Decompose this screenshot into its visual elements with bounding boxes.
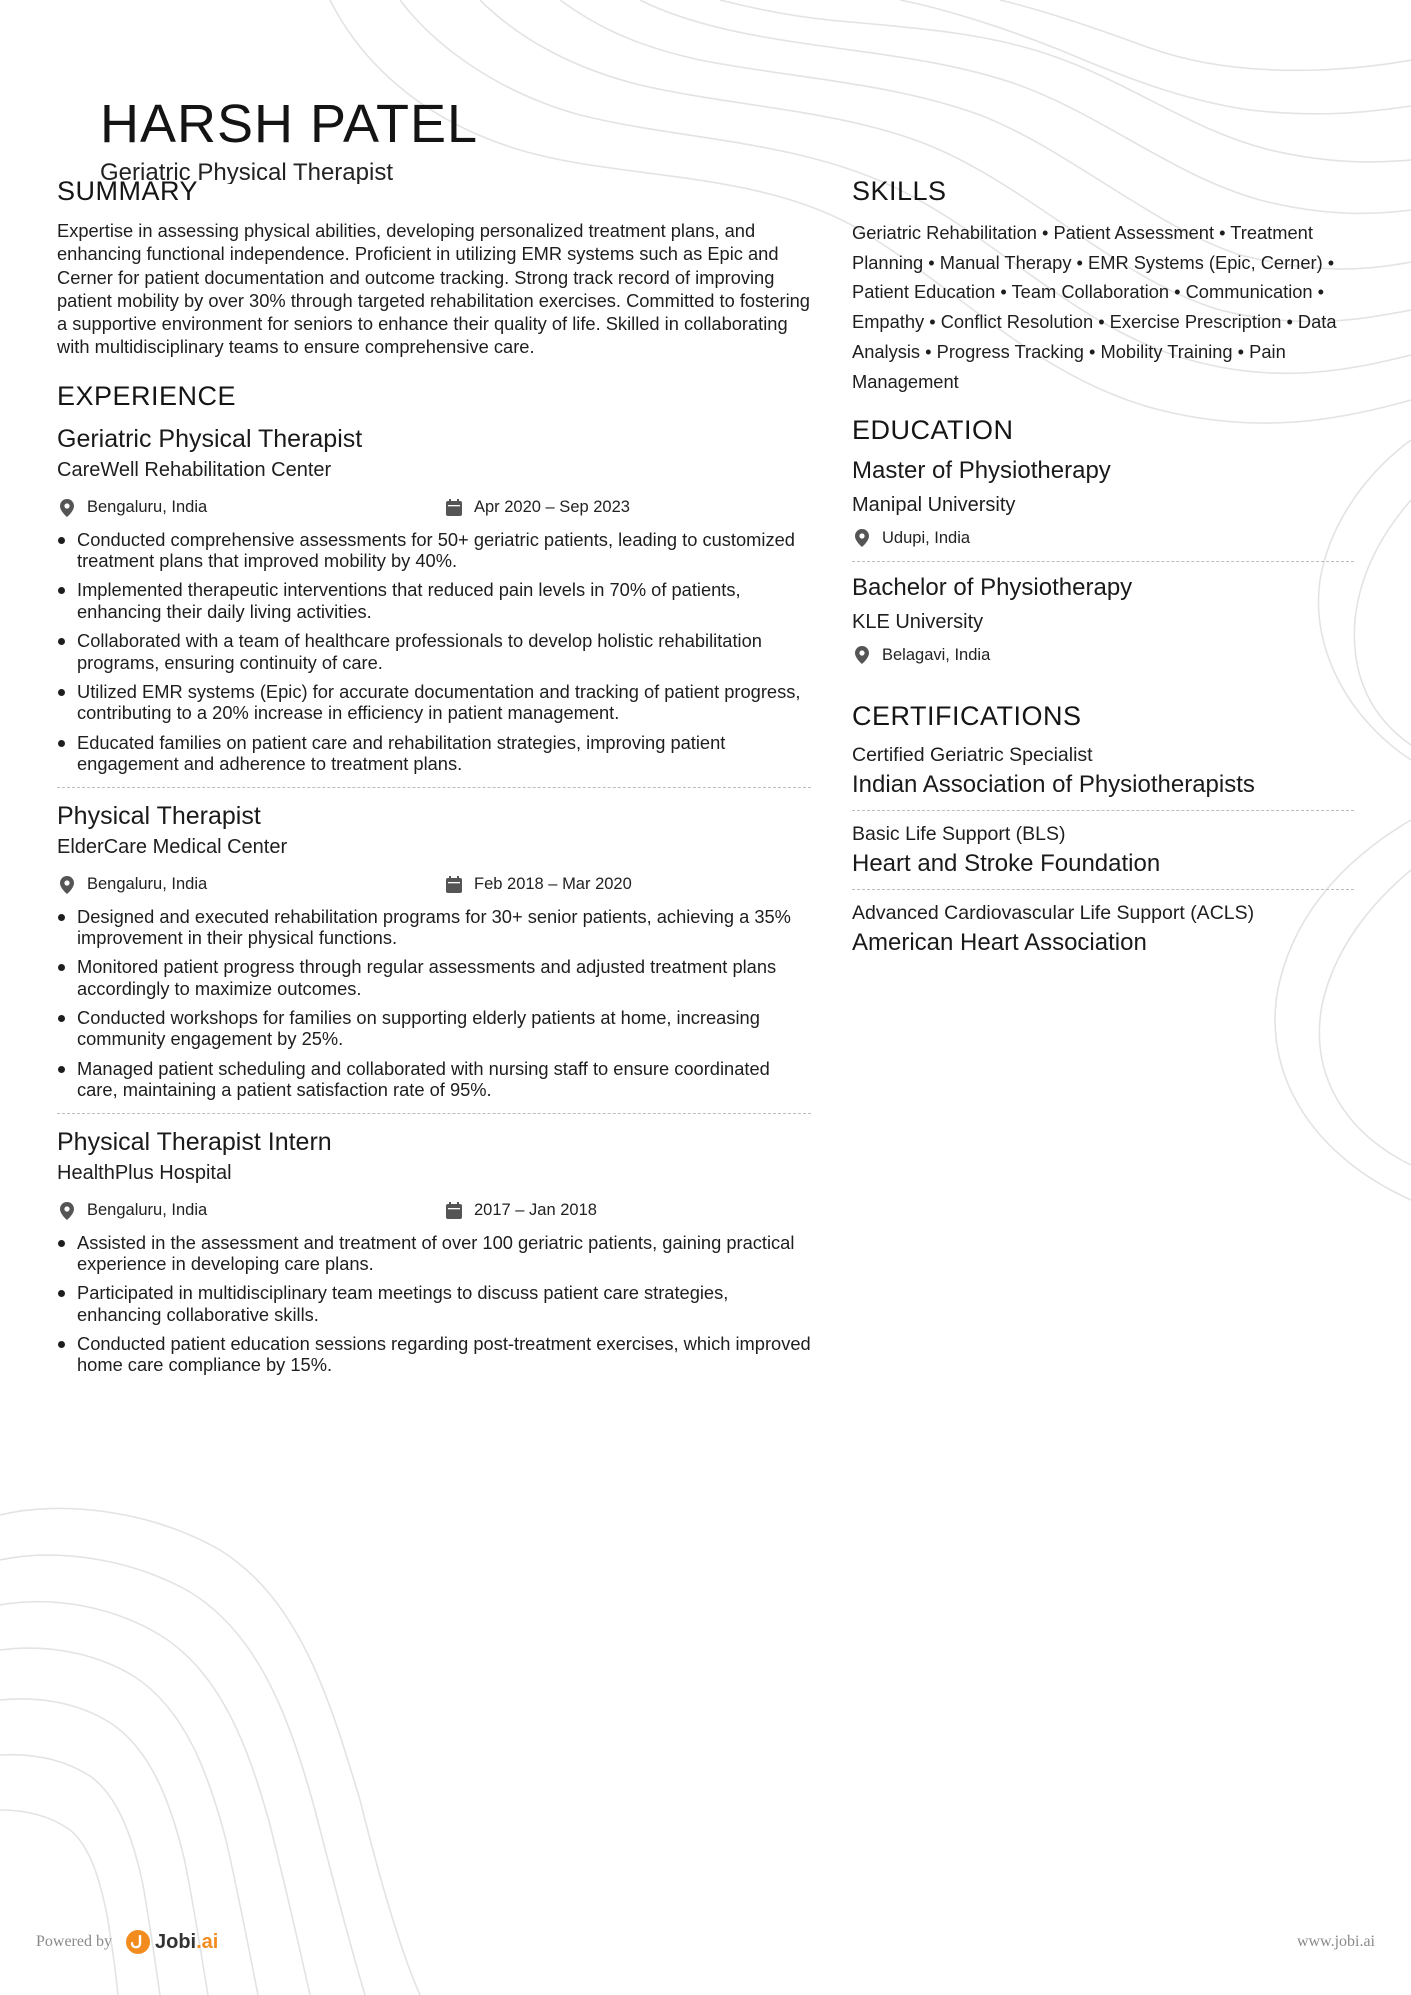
company-name: CareWell Rehabilitation Center bbox=[57, 458, 332, 481]
job-location-text: Bengaluru, India bbox=[87, 875, 208, 894]
powered-by-footer bbox=[36, 1930, 218, 1954]
resume-header bbox=[100, 92, 800, 184]
entry-divider bbox=[852, 889, 1354, 890]
job-meta bbox=[57, 874, 811, 896]
education-entry bbox=[852, 573, 1354, 666]
job-title: Physical Therapist bbox=[57, 801, 261, 830]
job-bullet: Designed and executed rehabilitation programs for 30+ senior patients, achieving a 35% improvement in their physical functions. bbox=[57, 906, 811, 949]
job-bullet: Monitored patient progress through regular assessments and adjusted treatment plans accordingly to maximize outcomes. bbox=[57, 956, 811, 999]
job-location bbox=[57, 498, 444, 518]
education-entry bbox=[852, 456, 1354, 549]
summary-text: Expertise in assessing physical abilities, developing personalized treatment plans, and enhancing functional independence. Proficient in utilizing EMR systems such as Epic and Cerner for patient documentation and outcome tracking. Strong track record of improving patient mobility by over 30% through targeted rehabilitation exercises. Committed to fostering a supportive environment for seniors to enhance their quality of life. Skilled in collaborating with multidisciplinary teams to ensure comprehensive care. bbox=[57, 220, 810, 358]
job-bullet: Assisted in the assessment and treatment of over 100 geriatric patients, gaining practical experience in developing care plans. bbox=[57, 1232, 811, 1275]
experience-entry bbox=[57, 1127, 811, 1376]
experience-entry bbox=[57, 801, 811, 1101]
degree-name: Master of Physiotherapy bbox=[852, 457, 1111, 485]
skills-heading: SKILLS bbox=[852, 176, 947, 206]
summary-section bbox=[57, 174, 811, 359]
job-dates-text: Feb 2018 – Mar 2020 bbox=[474, 875, 632, 894]
job-bullet: Utilized EMR systems (Epic) for accurate documentation and tracking of patient progress, contributing to a 20% increase in efficiency in patient management. bbox=[57, 681, 811, 724]
job-bullet: Conducted patient education sessions regarding post-treatment exercises, which improved home care compliance by 15%. bbox=[57, 1333, 811, 1376]
brand-suffix: .ai bbox=[196, 1930, 219, 1953]
job-dates-text: Apr 2020 – Sep 2023 bbox=[474, 498, 630, 517]
certifications-heading: CERTIFICATIONS bbox=[852, 701, 1082, 732]
job-bullet: Conducted comprehensive assessments for 50+ geriatric patients, leading to customized treatment plans that improved mobility by 40%. bbox=[57, 529, 811, 572]
certification-entry bbox=[852, 901, 1354, 958]
job-location bbox=[57, 1201, 444, 1221]
education-heading: EDUCATION bbox=[852, 415, 1014, 446]
job-dates bbox=[444, 498, 630, 518]
job-location-text: Bengaluru, India bbox=[87, 1201, 208, 1220]
job-bullet: Collaborated with a team of healthcare professionals to develop holistic rehabilitation programs, ensuring continuity of care. bbox=[57, 630, 811, 673]
entry-divider bbox=[57, 1113, 811, 1114]
job-bullet: Educated families on patient care and rehabilitation strategies, improving patient engagement and adherence to treatment plans. bbox=[57, 732, 811, 775]
entry-divider bbox=[852, 810, 1354, 811]
calendar-icon bbox=[444, 1201, 464, 1221]
website-link[interactable]: www.jobi.ai bbox=[1296, 1933, 1375, 1950]
job-bullets bbox=[57, 906, 811, 1101]
job-dates bbox=[444, 875, 632, 895]
job-meta bbox=[57, 1200, 811, 1222]
powered-by-label: Powered by bbox=[36, 1933, 112, 1950]
education-section bbox=[852, 413, 1354, 666]
certification-name: Basic Life Support (BLS) bbox=[852, 823, 1066, 846]
location-pin-icon bbox=[57, 875, 77, 895]
certification-name: Advanced Cardiovascular Life Support (ACLS) bbox=[852, 902, 1255, 925]
job-bullet: Participated in multidisciplinary team meetings to discuss patient care strategies, enhancing collaborative skills. bbox=[57, 1282, 811, 1325]
location-pin-icon bbox=[852, 645, 872, 665]
left-column bbox=[57, 174, 811, 1384]
right-column bbox=[852, 174, 1354, 958]
job-bullets bbox=[57, 1232, 811, 1376]
job-meta bbox=[57, 497, 811, 519]
skills-section bbox=[852, 174, 1354, 396]
certifications-section bbox=[852, 699, 1354, 958]
certification-name: Certified Geriatric Specialist bbox=[852, 744, 1093, 767]
school-location bbox=[852, 527, 1354, 549]
experience-heading: EXPERIENCE bbox=[57, 380, 237, 411]
job-bullet: Conducted workshops for families on supporting elderly patients at home, increasing community engagement by 25%. bbox=[57, 1007, 811, 1050]
job-dates-text: 2017 – Jan 2018 bbox=[474, 1201, 597, 1220]
calendar-icon bbox=[444, 498, 464, 518]
experience-entry bbox=[57, 424, 811, 775]
candidate-role: Geriatric Physical Therapist bbox=[100, 159, 393, 184]
job-bullet: Managed patient scheduling and collaborated with nursing staff to ensure coordinated care, maintaining a patient satisfaction rate of 95%. bbox=[57, 1058, 811, 1101]
skills-list: Geriatric Rehabilitation • Patient Assessment • Treatment Planning • Manual Therapy • EMR Systems (Epic, Cerner) • Patient Education • Team Collaboration • Communication • Empathy • Conflict Resolution • Exercise Prescription • Data Analysis • Progress Tracking • Mobility Training • Pain Management bbox=[852, 222, 1337, 392]
school-location-text: Udupi, India bbox=[882, 528, 971, 547]
calendar-icon bbox=[444, 875, 464, 895]
school-location bbox=[852, 644, 1354, 666]
summary-heading: SUMMARY bbox=[57, 176, 199, 206]
certification-entry bbox=[852, 822, 1354, 879]
candidate-name: HARSH PATEL bbox=[100, 94, 479, 154]
job-bullets bbox=[57, 529, 811, 775]
experience-section bbox=[57, 379, 811, 1376]
jobi-logo[interactable] bbox=[155, 1931, 218, 1954]
certification-issuer: Heart and Stroke Foundation bbox=[852, 850, 1161, 878]
school-name: Manipal University bbox=[852, 494, 1016, 517]
job-bullet: Implemented therapeutic interventions that reduced pain levels in 70% of patients, enhancing their daily living activities. bbox=[57, 579, 811, 622]
brand-main: Jobi bbox=[154, 1930, 197, 1953]
job-title: Physical Therapist Intern bbox=[57, 1127, 332, 1156]
entry-divider bbox=[57, 787, 811, 788]
school-name: KLE University bbox=[852, 611, 984, 634]
degree-name: Bachelor of Physiotherapy bbox=[852, 574, 1133, 602]
job-dates bbox=[444, 1201, 597, 1221]
entry-divider bbox=[852, 561, 1354, 562]
certification-entry bbox=[852, 743, 1354, 800]
jobi-logo-icon bbox=[126, 1930, 150, 1954]
job-title: Geriatric Physical Therapist bbox=[57, 424, 363, 453]
certification-issuer: American Heart Association bbox=[852, 929, 1147, 957]
job-location-text: Bengaluru, India bbox=[87, 498, 208, 517]
school-location-text: Belagavi, India bbox=[882, 645, 991, 664]
job-location bbox=[57, 875, 444, 895]
location-pin-icon bbox=[852, 528, 872, 548]
certification-issuer: Indian Association of Physiotherapists bbox=[852, 771, 1255, 799]
location-pin-icon bbox=[57, 498, 77, 518]
location-pin-icon bbox=[57, 1201, 77, 1221]
company-name: ElderCare Medical Center bbox=[57, 835, 288, 858]
company-name: HealthPlus Hospital bbox=[57, 1161, 232, 1184]
